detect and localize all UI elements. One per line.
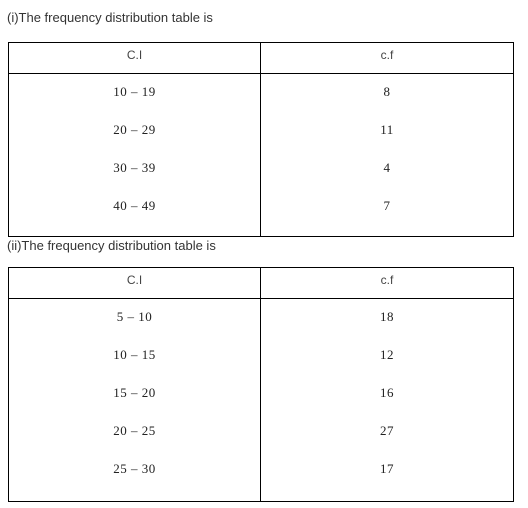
cf-value: 7: [383, 198, 391, 213]
frequency-table-1: [8, 42, 514, 237]
ci-value: 25 – 30: [113, 461, 156, 476]
ci-value: 10 – 19: [113, 84, 156, 99]
cf-column-cell: [261, 299, 514, 502]
cf-value: 18: [380, 309, 394, 324]
ci-value: 20 – 25: [113, 423, 156, 438]
column-header-ci: C.I: [9, 268, 261, 299]
table-header-row: [9, 43, 514, 74]
cf-value: 17: [380, 461, 394, 476]
ci-value: 5 – 10: [116, 309, 153, 324]
ci-value: 10 – 15: [113, 347, 156, 362]
table-body-row: [9, 299, 514, 502]
cf-column-cell: [261, 74, 514, 237]
ci-value: 30 – 39: [113, 160, 156, 175]
cf-value: 8: [383, 84, 391, 99]
ci-column-cell: [9, 74, 261, 237]
cf-value: 12: [380, 347, 394, 362]
cf-value: 27: [380, 423, 394, 438]
frequency-table-2: [8, 267, 514, 502]
ci-column-cell: [9, 299, 261, 502]
cf-value: 4: [383, 160, 391, 175]
section-2-heading: (ii)The frequency distribution table is: [7, 238, 216, 253]
column-header-cf: c.f: [261, 43, 514, 74]
ci-value: 20 – 29: [113, 122, 156, 137]
column-header-ci: C.I: [9, 43, 261, 74]
ci-value: 15 – 20: [113, 385, 156, 400]
cf-value: 11: [380, 122, 394, 137]
section-1-heading: (i)The frequency distribution table is: [7, 10, 213, 25]
table-body-row: [9, 74, 514, 237]
ci-value: 40 – 49: [113, 198, 156, 213]
cf-value: 16: [380, 385, 394, 400]
column-header-cf: c.f: [261, 268, 514, 299]
table-header-row: [9, 268, 514, 299]
